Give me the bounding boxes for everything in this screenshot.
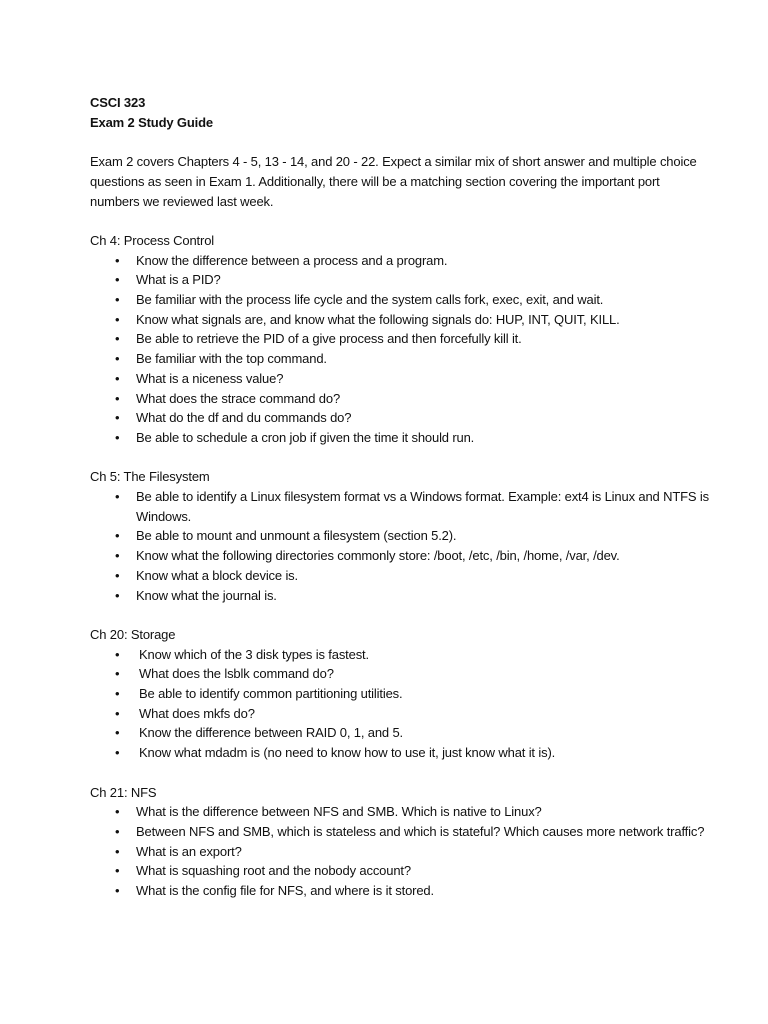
list-item-text: What do the df and du commands do? [136, 410, 352, 426]
course-code: CSCI 323 [90, 95, 146, 110]
section-heading: Ch 5: The Filesystem [90, 469, 210, 485]
bullet-icon: • [115, 331, 120, 347]
list-item [90, 664, 710, 684]
bullet-icon: • [115, 686, 120, 702]
list-item-text: Know what signals are, and know what the following signals do: HUP, INT, QUIT, KILL. [136, 311, 620, 327]
bullet-icon: • [115, 429, 120, 445]
list-item [90, 389, 710, 409]
bullet-list [90, 487, 710, 605]
intro-paragraph: Exam 2 covers Chapters 4 - 5, 13 - 14, and 20 - 22. Expect a similar mix of short answer and multiple choice questions as seen in Exam 1. Additionally, there will be a matching section covering the important port numbers we reviewed last week. [90, 154, 697, 209]
list-item [90, 723, 710, 743]
bullet-icon: • [115, 567, 120, 583]
list-item-text: What is the config file for NFS, and where is it stored. [136, 883, 434, 899]
list-item-text: What does the strace command do? [136, 390, 341, 406]
section-ch20 [90, 625, 710, 763]
bullet-list [90, 802, 710, 901]
bullet-icon: • [115, 351, 120, 367]
list-item [90, 310, 710, 330]
list-item [90, 842, 710, 862]
list-item-text: Be able to retrieve the PID of a give process and then forcefully kill it. [136, 331, 522, 347]
bullet-icon: • [115, 745, 120, 761]
list-item [90, 822, 710, 842]
list-item-text: Be familiar with the process life cycle and the system calls fork, exec, exit, and wait. [136, 292, 604, 307]
list-item [90, 684, 710, 704]
bullet-icon: • [115, 410, 120, 426]
section-heading: Ch 20: Storage [90, 626, 176, 642]
list-item-text: What is a PID? [136, 272, 221, 288]
bullet-icon: • [115, 370, 120, 386]
list-item-text: What does mkfs do? [139, 705, 255, 721]
list-item-text: Know what the following directories commonly store: /boot, /etc, /bin, /home, /var, /dev. [136, 548, 620, 564]
list-item [90, 546, 710, 566]
list-item [90, 881, 710, 901]
bullet-icon: • [115, 489, 120, 505]
list-item [90, 526, 710, 546]
list-item-text: Know what a block device is. [136, 567, 298, 583]
list-item [90, 349, 710, 369]
bullet-icon: • [115, 843, 120, 859]
section-heading: Ch 21: NFS [90, 784, 157, 800]
section-ch21 [90, 783, 710, 901]
section-ch5 [90, 467, 710, 605]
list-item [90, 369, 710, 389]
list-item [90, 251, 710, 271]
bullet-icon: • [115, 804, 120, 820]
bullet-icon: • [115, 883, 120, 899]
list-item-text: Know the difference between RAID 0, 1, and 5. [139, 725, 404, 741]
list-item [90, 290, 710, 310]
list-item-text: Be able to mount and unmount a filesystem (section 5.2). [136, 528, 457, 544]
bullet-icon: • [115, 646, 120, 662]
list-item-text: Be able to schedule a cron job if given the time it should run. [136, 429, 475, 445]
list-item-text: Between NFS and SMB, which is stateless and which is stateful? Which causes more network traffic? [136, 823, 705, 839]
list-item-text: What does the lsblk command do? [139, 666, 334, 682]
list-item [90, 743, 710, 763]
document-page [90, 93, 710, 901]
list-item-text: Be able to identify a Linux filesystem format vs a Windows format. Example: ext4 is Linux and NTFS is Windows. [136, 489, 709, 524]
section-ch4 [90, 231, 710, 448]
list-item-text: Know what the journal is. [136, 587, 277, 603]
bullet-list [90, 251, 710, 448]
section-heading: Ch 4: Process Control [90, 232, 215, 248]
bullet-icon: • [115, 705, 120, 721]
bullet-icon: • [115, 252, 120, 268]
bullet-icon: • [115, 823, 120, 839]
bullet-list [90, 645, 710, 763]
list-item-text: What is the difference between NFS and SMB. Which is native to Linux? [136, 804, 542, 820]
list-item [90, 329, 710, 349]
list-item-text: Be familiar with the top command. [136, 351, 327, 367]
list-item [90, 428, 710, 448]
bullet-icon: • [115, 292, 120, 307]
list-item [90, 861, 710, 881]
list-item-text: What is a niceness value? [136, 370, 284, 386]
bullet-icon: • [115, 390, 120, 406]
bullet-icon: • [115, 725, 120, 741]
list-item [90, 566, 710, 586]
bullet-icon: • [115, 548, 120, 564]
list-item-text: Know the difference between a process and a program. [136, 252, 448, 268]
list-item [90, 487, 710, 526]
list-item-text: Be able to identify common partitioning utilities. [139, 686, 403, 702]
list-item [90, 270, 710, 290]
bullet-icon: • [115, 528, 120, 544]
list-item-text: Know which of the 3 disk types is fastest. [139, 646, 369, 662]
bullet-icon: • [115, 272, 120, 288]
list-item [90, 408, 710, 428]
bullet-icon: • [115, 666, 120, 682]
document-title: Exam 2 Study Guide [90, 114, 214, 130]
list-item [90, 704, 710, 724]
list-item [90, 586, 710, 606]
list-item-text: What is an export? [136, 843, 242, 859]
list-item-text: Know what mdadm is (no need to know how to use it, just know what it is). [139, 745, 556, 761]
bullet-icon: • [115, 587, 120, 603]
list-item-text: What is squashing root and the nobody account? [136, 863, 411, 879]
bullet-icon: • [115, 311, 120, 327]
list-item [90, 802, 710, 822]
bullet-icon: • [115, 863, 120, 879]
list-item [90, 645, 710, 665]
